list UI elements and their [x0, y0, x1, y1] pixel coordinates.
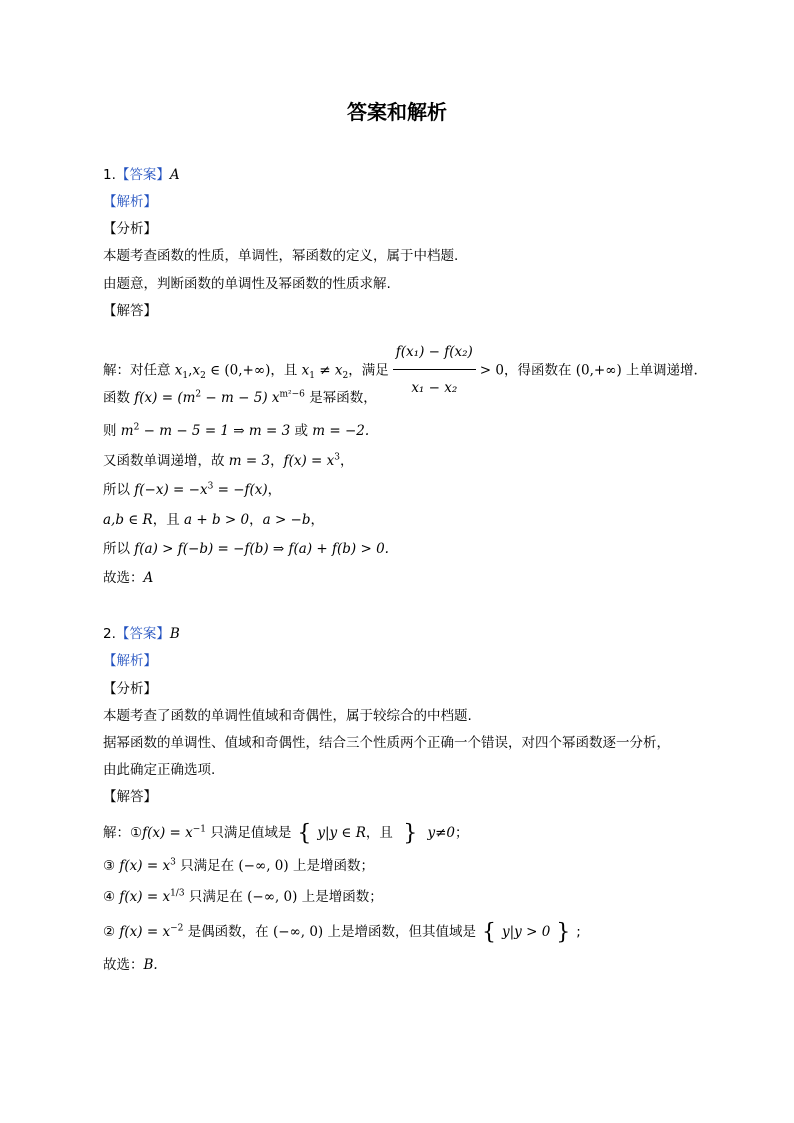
q1-solution-line-4: 又函数单调递增，故 m = 3，$f(x) = x^3$， — [103, 452, 354, 469]
q2-solution-line-1: 解：①f(x) = $x^{-1}$ 只满足值域是 { y|y ∈ R，且 } y≠0； — [103, 821, 469, 846]
q1-solution-line-7: 所以 f(a) > f(−b) = −f(b) ⇒ f(a) + f(b) > 0. — [103, 541, 389, 557]
q1-solution-line-3: 则 $m^2 - m - 5 = 1$ ⇒ m = 3 或 m = −2. — [103, 422, 370, 439]
q1-analysis-1: 本题考查函数的性质，单调性，幂函数的定义，属于中档题. — [103, 248, 459, 264]
q2-analysis-2: 据幂函数的单调性、值域和奇偶性，结合三个性质两个正确一个错误，对四个幂函数逐一分析， — [103, 735, 670, 751]
q2-solution-line-3: ④ $f(x) = x^{1/3}$ 只满足在 (−∞, 0) 上是增函数； — [103, 888, 383, 905]
q1-jieda-heading: 【解答】 — [103, 303, 157, 319]
q2-fenxi-heading: 【分析】 — [103, 681, 157, 697]
q1-answer-label: 【答案】 — [115, 167, 170, 183]
q1-solution-line-2: 函数 $f(x) = (m^2 - m - 5)$ $x^{m^2-6}$ 是幂函数， — [103, 389, 377, 406]
q1-jiexi-heading: 【解析】 — [103, 194, 157, 210]
q1-solution-line-5: 所以 $f(-x) = -x^3 = -f(x)$， — [103, 481, 282, 498]
q2-answer-value: B — [169, 626, 180, 642]
q1-fenxi-heading: 【分析】 — [103, 221, 157, 237]
q2-jieda-heading: 【解答】 — [103, 789, 157, 805]
q2-analysis-3: 由此确定正确选项. — [103, 762, 216, 778]
q2-answer-label: 【答案】 — [115, 626, 170, 642]
q2-choice-line: 故选：B. — [103, 957, 158, 973]
q2-jiexi-heading: 【解析】 — [103, 653, 157, 669]
q2-analysis-1: 本题考查了函数的单调性值域和奇偶性，属于较综合的中档题. — [103, 708, 472, 724]
q1-answer-value: A — [169, 167, 180, 183]
q1-analysis-2: 由题意，判断函数的单调性及幂函数的性质求解. — [103, 276, 391, 292]
q2-answer-line — [103, 624, 180, 644]
page-title: 答案和解析 — [347, 100, 447, 124]
q1-choice-line: 故选：A — [103, 570, 154, 586]
q2-number: 2. — [103, 626, 116, 642]
q1-answer-line — [103, 165, 180, 185]
q1-solution-line-1: 解：对任意 $x_1,x_2$ ∈ (0,+∞)，且 $x_1 \ne x_2$，满足 $\frac{\text{f(x₁) − f(x₂)}}{\text{x₁ − x₂}}$ > 0，得函数在 (0,+∞) 上单调递增. — [103, 338, 698, 368]
q1-solution-line-6: a,b ∈ R，且 a + b > 0，a > −b， — [103, 512, 325, 528]
q2-solution-line-4: ② $f(x) = x^{-2}$ 是偶函数，在 (−∞, 0) 上是增函数，但其值域是 { y|y > 0 } ; — [103, 920, 581, 945]
q1-fraction: $\frac{\text{f(x₁) − f(x₂)}}{\text{x₁ − x₂}}$ — [393, 337, 476, 403]
q1-number: 1. — [103, 167, 116, 183]
q2-solution-line-2: ③ $f(x) = x^3$ 只满足在 (−∞, 0) 上是增函数； — [103, 857, 374, 874]
